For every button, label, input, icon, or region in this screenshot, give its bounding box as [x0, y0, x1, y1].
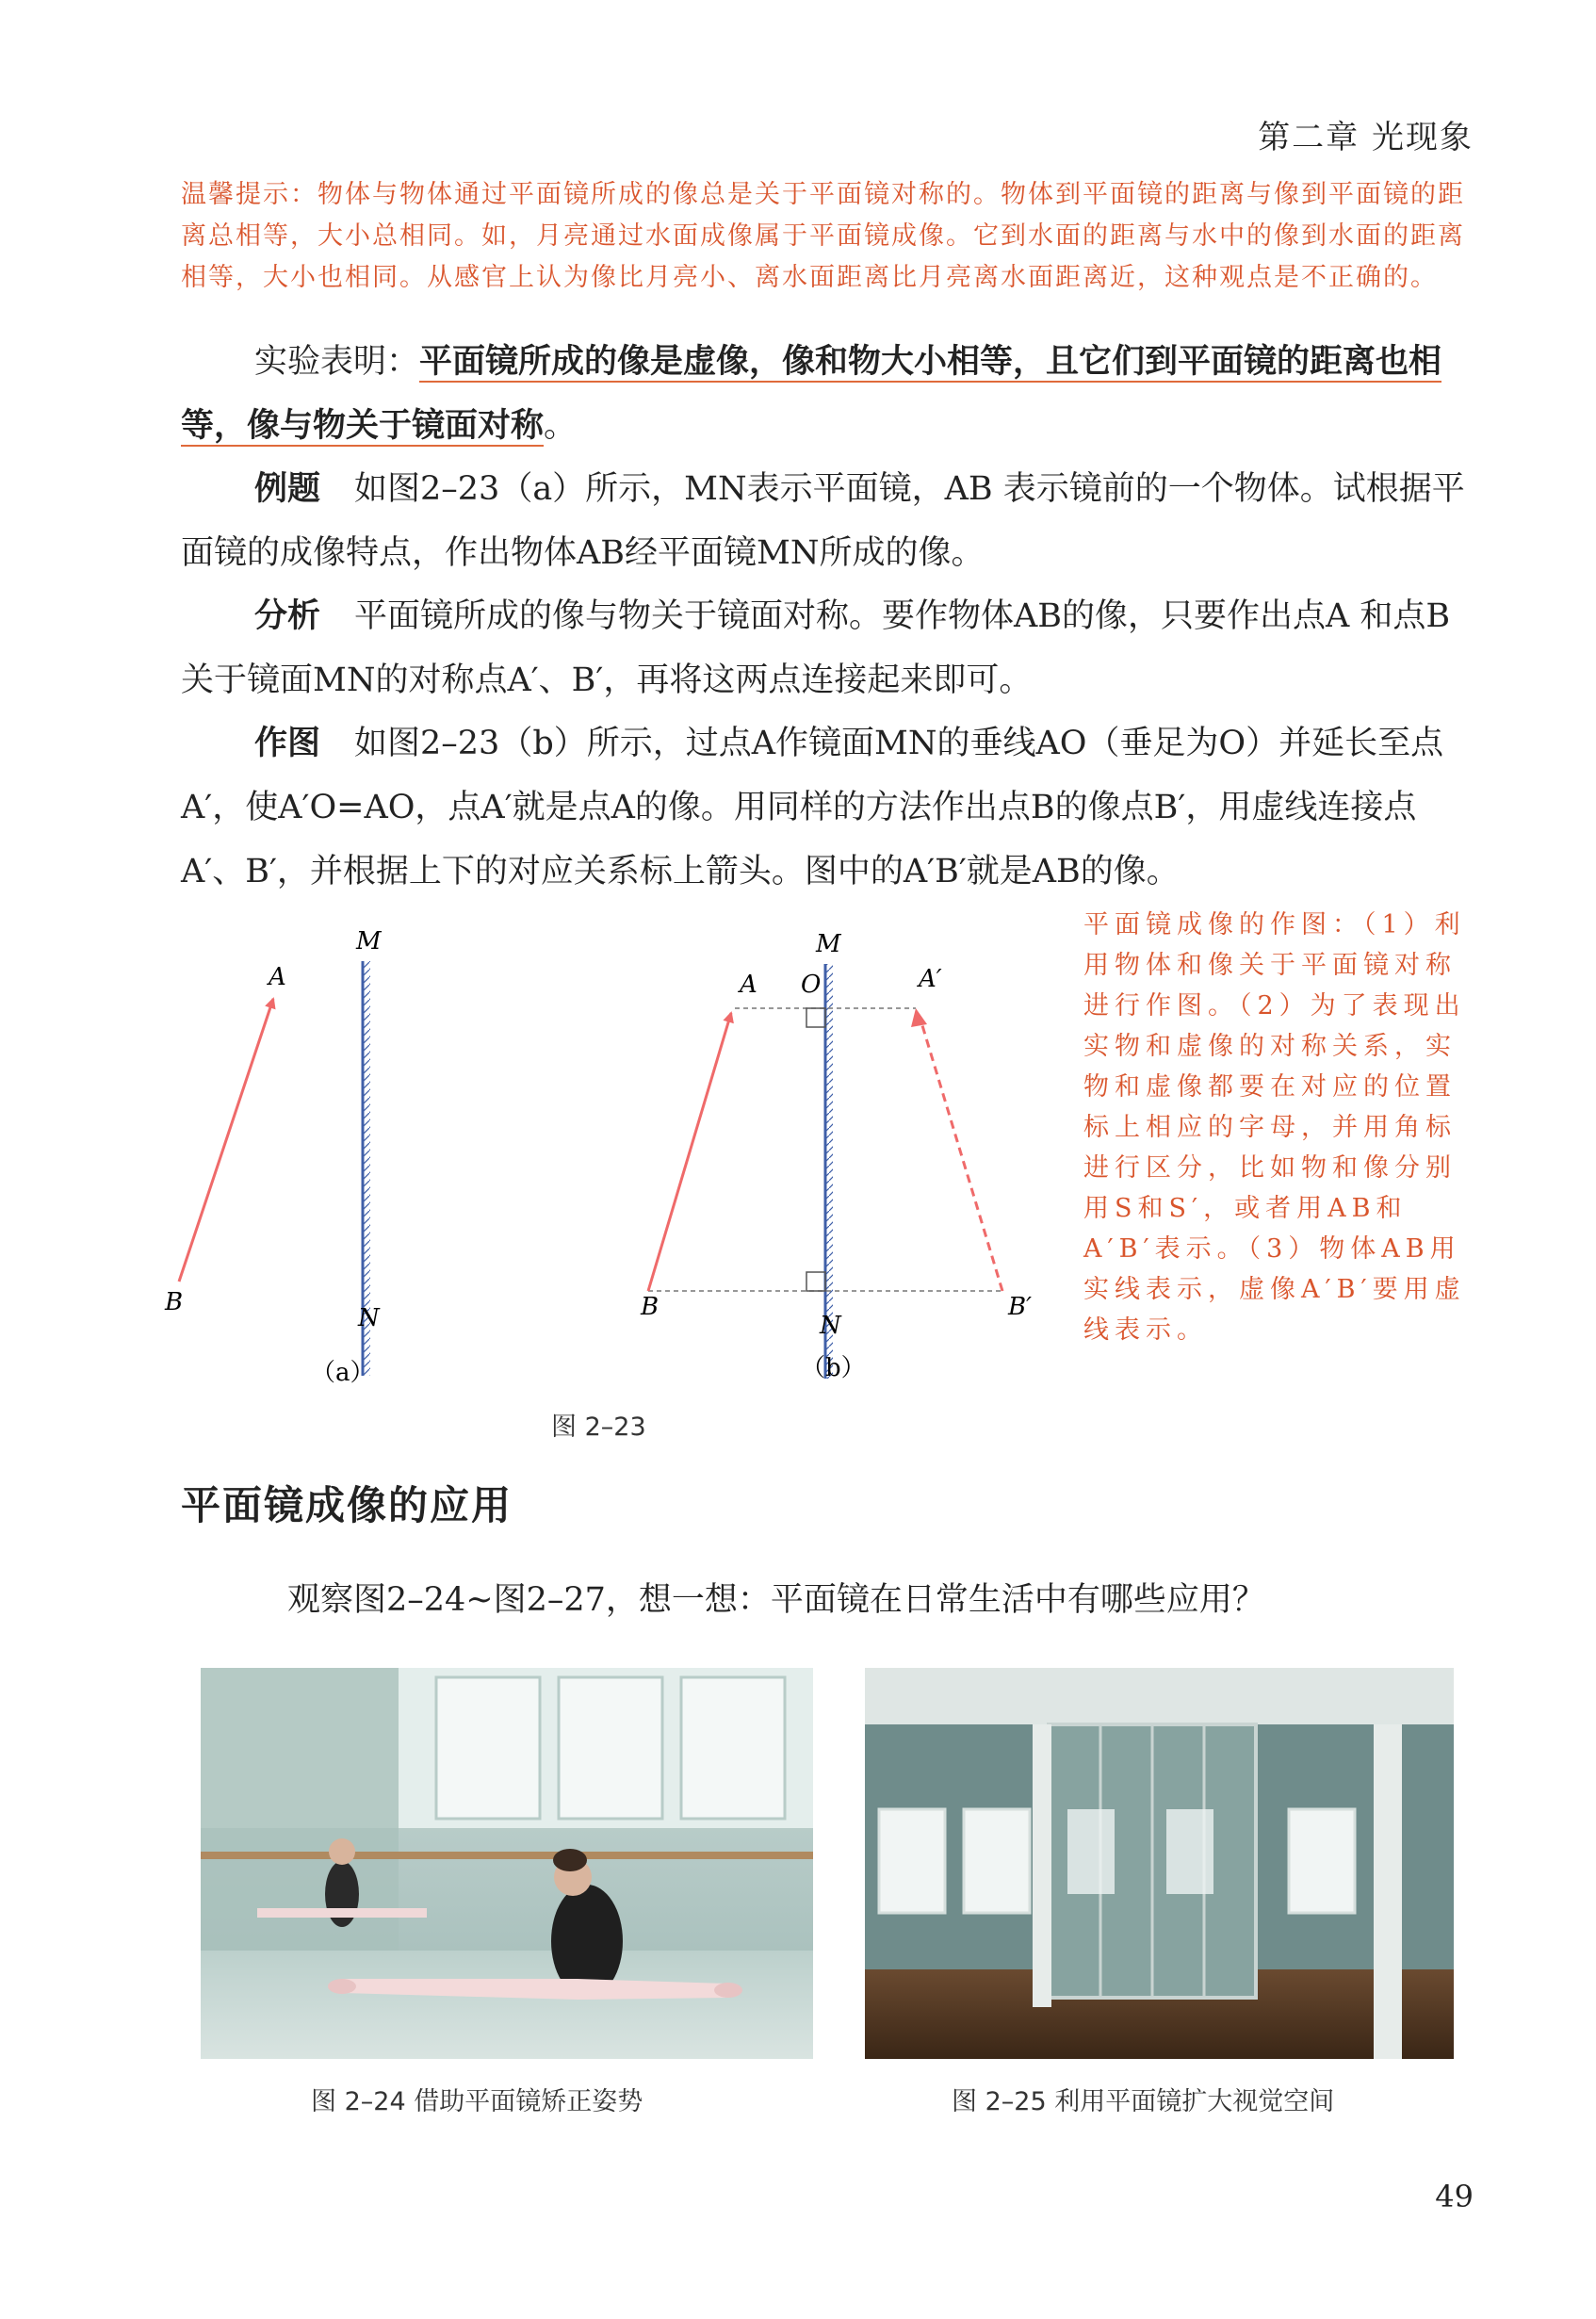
photo1-caption: 图 2–24 借助平面镜矫正姿势 — [311, 2087, 643, 2116]
caption-a: （a） — [311, 1359, 375, 1387]
label-b-prime: B′ — [1008, 1293, 1033, 1321]
photo-ballet-mirror — [201, 1668, 813, 2059]
experiment-intro: 实验表明： — [254, 343, 420, 381]
label-a-prime: A′ — [919, 965, 942, 993]
right-angle-mark-bottom — [806, 1272, 825, 1291]
object-arrow-ab — [179, 999, 273, 1282]
question-text: 观察图2–24~图2–27，想一想：平面镜在日常生活中有哪些应用？ — [287, 1581, 1265, 1619]
image-arrow-line — [921, 1022, 1002, 1291]
analysis-paragraph — [181, 584, 1472, 712]
drawing-label: 作图 — [254, 725, 321, 762]
page-number: 49 — [1435, 2179, 1474, 2214]
figure-2-23 — [151, 909, 1055, 1446]
label-n-a: N — [358, 1304, 380, 1332]
label-n-b: N — [820, 1312, 841, 1340]
analysis-text: 平面镜所成的像与物关于镜面对称。要作物体AB的像，只要作出点A 和点B关于镜面MN的对称点A′、B′，再将这两点连接起来即可。 — [181, 597, 1451, 699]
right-angle-mark-top — [806, 1008, 825, 1027]
caption-b: （b） — [801, 1354, 866, 1382]
label-m-a: M — [356, 927, 382, 955]
example-paragraph — [181, 457, 1472, 585]
label-b-a: B — [165, 1288, 184, 1316]
photo2-caption: 图 2–25 利用平面镜扩大视觉空间 — [952, 2087, 1335, 2116]
figure-2-23-caption: 图 2–23 — [551, 1413, 646, 1442]
object-arrow-ab-b — [648, 1013, 731, 1291]
image-arrowhead — [911, 1008, 927, 1027]
label-a-a: A — [269, 963, 286, 991]
section-title: 平面镜成像的应用 — [181, 1482, 513, 1528]
label-a-b: A — [740, 971, 757, 999]
figure-a — [164, 927, 383, 1387]
drawing-paragraph — [181, 711, 1472, 904]
figure-b — [640, 930, 1032, 1382]
photo-mirror-room — [865, 1668, 1454, 2059]
side-note: 平面镜成像的作图：（1）利用物体和像关于平面镜对称进行作图。（2）为了表现出实物和虚像的对称关系，实物和虚像都要在对应的位置标上相应的字母，并用角标进行区分，比如物和像分别用S和S′，或者用AB和A′B′表示。（3）物体AB用实线表示，虚像A′B′要用虚线表示。 — [1083, 910, 1466, 1345]
example-label: 例题 — [254, 470, 321, 508]
label-b-b: B — [641, 1293, 660, 1321]
experiment-paragraph — [181, 330, 1472, 458]
drawing-text: 如图2–23（b）所示，过点A作镜面MN的垂线AO（垂足为O）并延长至点A′，使A′O=AO，点A′就是点A的像。用同样的方法作出点B的像点B′，用虚线连接点A′、B′，并根据上下的对应关系标上箭头。图中的A′B′就是AB的像。 — [181, 725, 1444, 890]
label-o-b: O — [801, 971, 822, 999]
experiment-end: 。 — [544, 407, 578, 445]
experiment-conclusion: 平面镜所成的像是虚像，像和物大小相等，且它们到平面镜的距离也相等，像与物关于镜面对称 — [181, 343, 1442, 445]
chapter-header: 第二章 光现象 — [1258, 119, 1474, 156]
tip-note: 温馨提示：物体与物体通过平面镜所成的像总是关于平面镜对称的。物体到平面镜的距离与像到平面镜的距离总相等，大小总相同。如，月亮通过水面成像属于平面镜成像。它到水面的距离与水中的像到水面的距离相等，大小也相同。从感官上认为像比月亮小、离水面距离比月亮离水面距离近，这种观点是不正确的。 — [181, 180, 1465, 292]
example-text: 如图2–23（a）所示，MN表示平面镜，AB 表示镜前的一个物体。试根据平面镜的成像特点，作出物体AB经平面镜MN所成的像。 — [181, 470, 1465, 572]
analysis-label: 分析 — [254, 597, 321, 635]
label-m-b: M — [816, 930, 841, 958]
